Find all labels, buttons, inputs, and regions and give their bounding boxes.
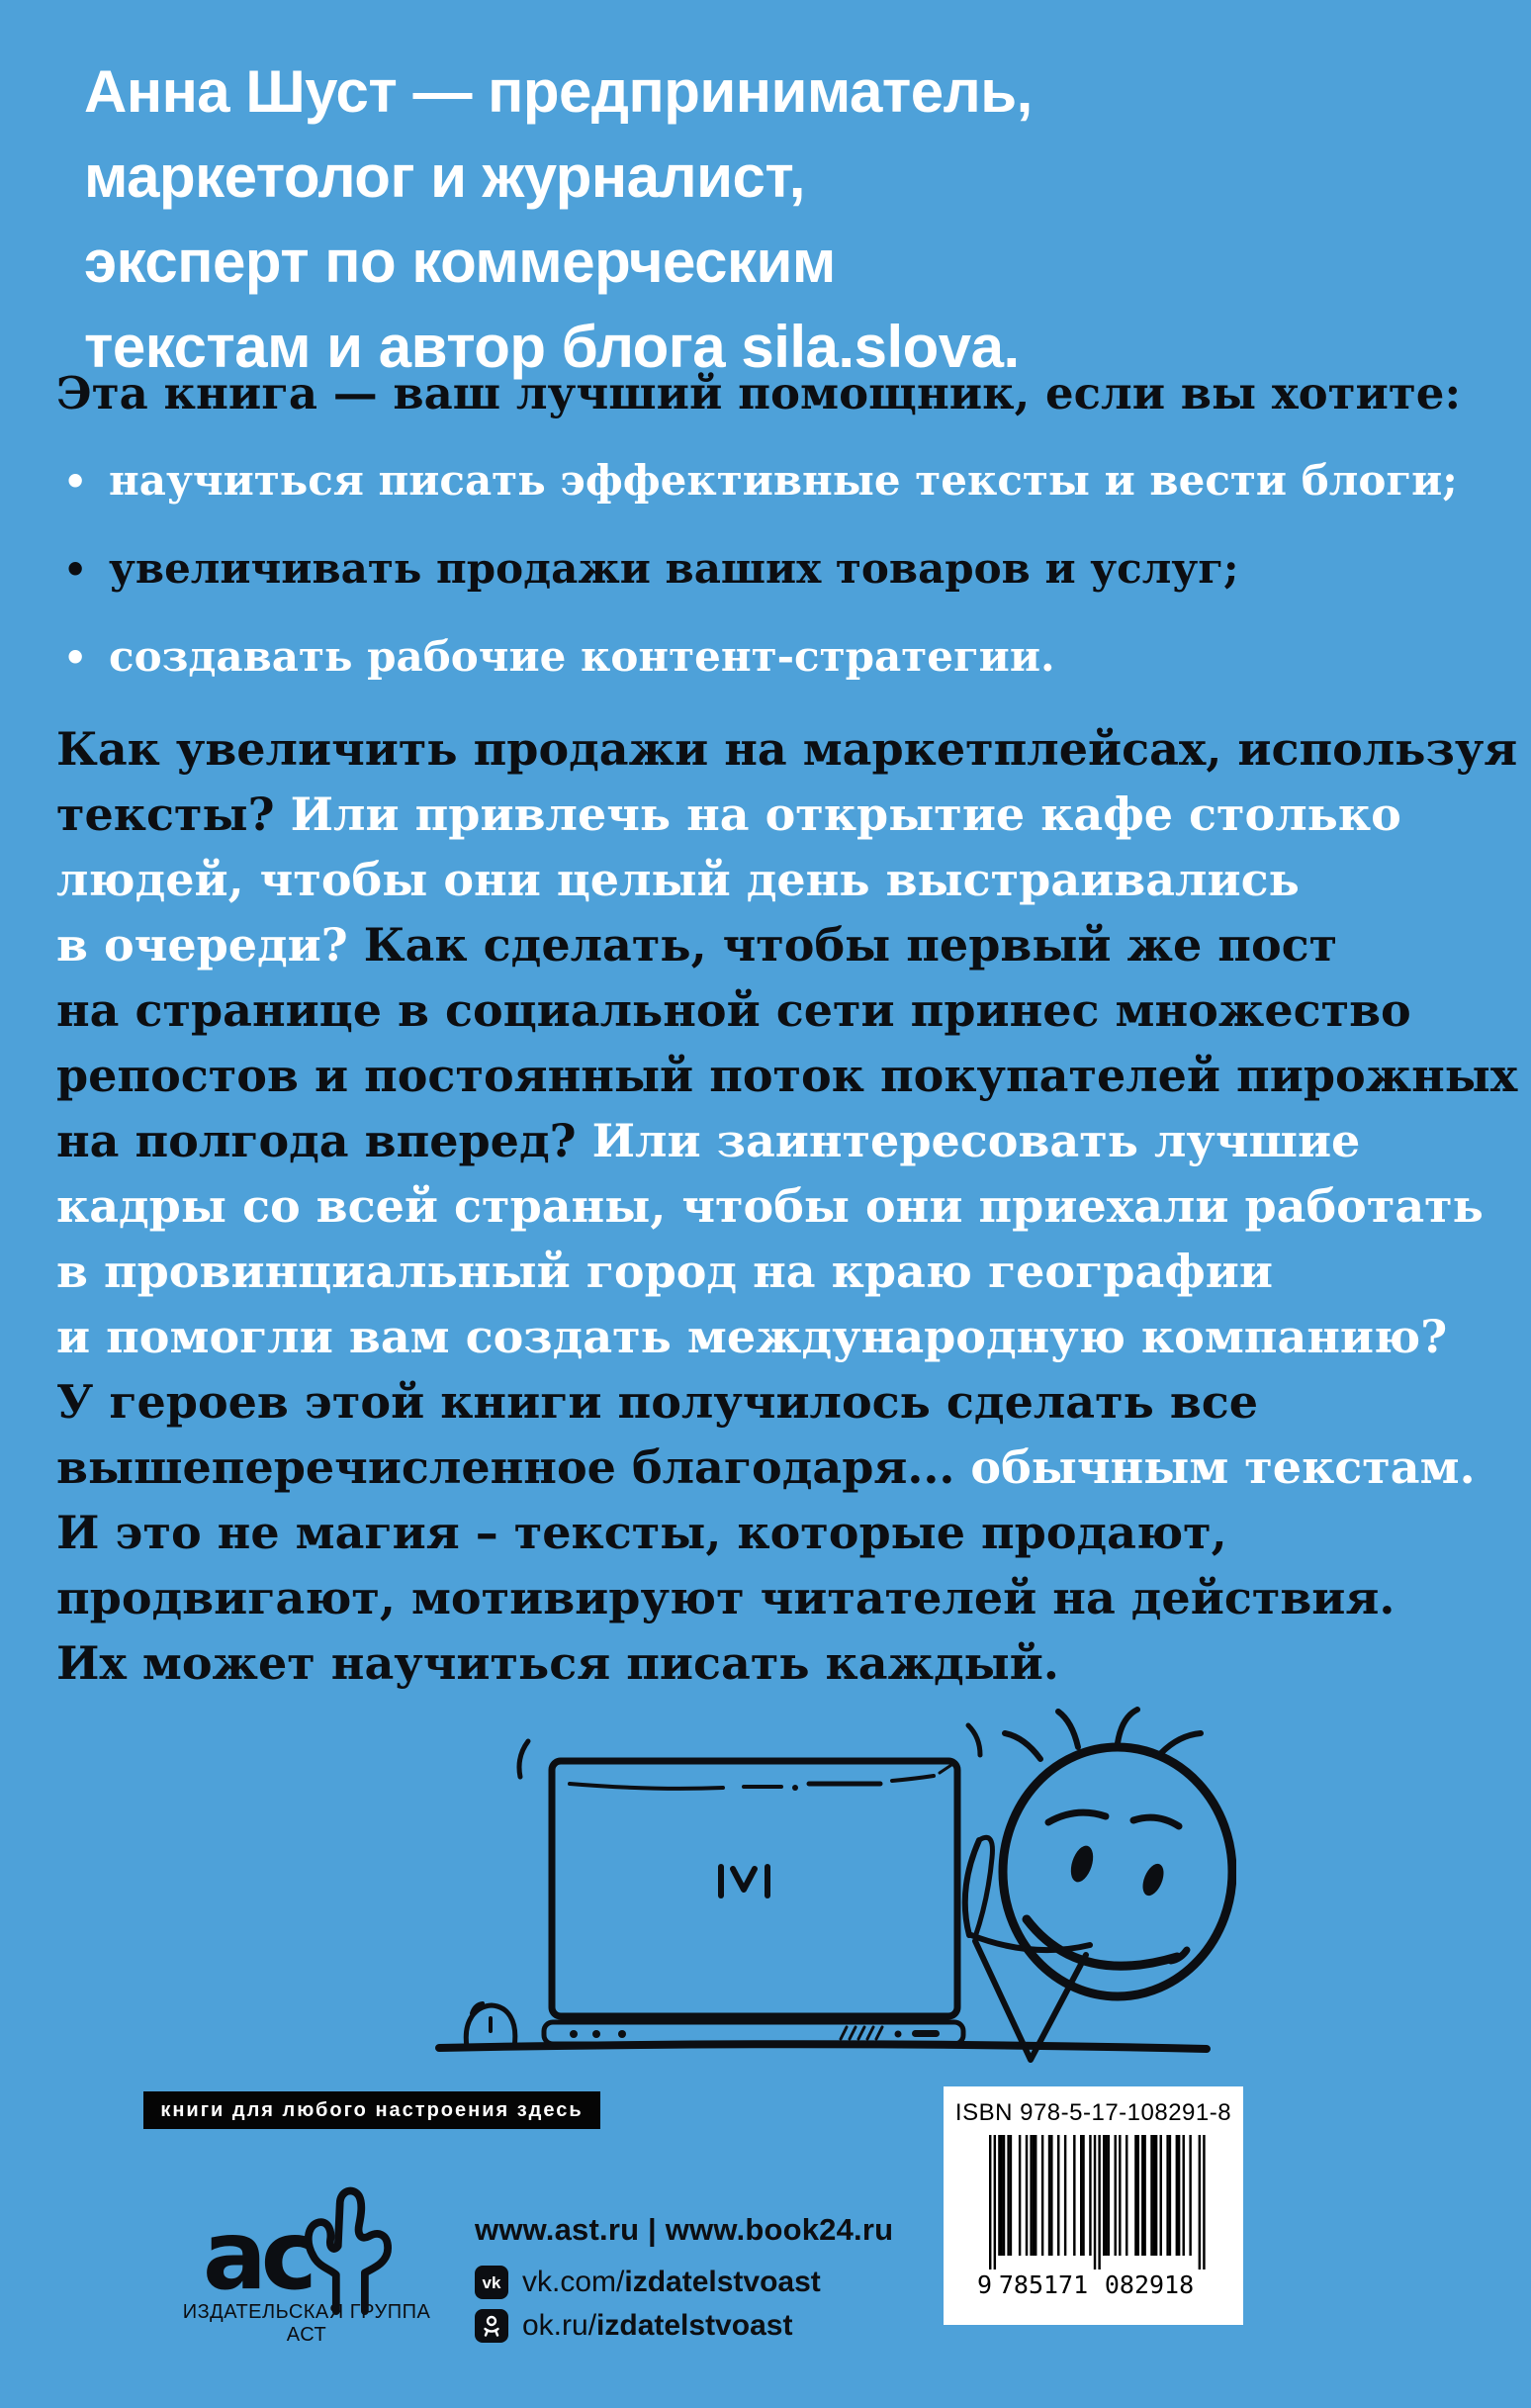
paragraph-line [56, 912, 1517, 977]
intro-line: маркетолог и журналист, [84, 143, 805, 210]
figure-head [1003, 1710, 1232, 1996]
paragraph-line [56, 1304, 1517, 1369]
ok-link: ok.ru/izdatelstvoast [522, 2309, 793, 2342]
ok-row [475, 2307, 893, 2345]
paragraph-run: кадры со всей страны, чтобы они приехали работать [56, 1179, 1484, 1233]
barcode [969, 2131, 1218, 2301]
websites-line: www.ast.ru | www.book24.ru [475, 2212, 894, 2247]
laptop-icon [544, 1761, 963, 2044]
ast-logo-text: ас [203, 2200, 312, 2311]
bullet-item [63, 457, 1458, 506]
barcode-digits: 082918 [1104, 2270, 1194, 2299]
motion-mark-left [519, 1741, 528, 1777]
intro-line: Анна Шуст — предприниматель, [84, 58, 1033, 125]
motion-mark-right [968, 1725, 980, 1755]
paragraph-run: на странице в социальной сети принес множество [56, 983, 1411, 1037]
laptop-person-illustration [425, 1682, 1236, 2097]
bullet-list [63, 457, 1458, 721]
bullet-marker: • [63, 459, 88, 504]
paragraph-run: Как увеличить продажи на маркетплейсах, используя [56, 722, 1518, 776]
vk-link: vk.com/izdatelstvoast [522, 2266, 821, 2298]
bullet-marker: • [63, 635, 88, 680]
ok-icon [475, 2309, 508, 2343]
paragraph-line [56, 1108, 1517, 1173]
ast-hand-icon [294, 2162, 398, 2315]
paragraph-run: И это не магия – тексты, которые продают, [56, 1506, 1227, 1559]
paragraph-run: на полгода вперед? [56, 1114, 592, 1167]
paragraph-line [56, 1173, 1517, 1239]
paragraph-run: продвигают, мотивируют читателей на действия. [56, 1571, 1396, 1624]
intro-line: эксперт по коммерческим [84, 229, 836, 295]
paragraph-run: Или заинтересовать лучшие [591, 1114, 1361, 1167]
paragraph-line [56, 1565, 1517, 1630]
vk-icon-letters: vk [482, 2272, 501, 2292]
bullet-item [63, 633, 1458, 682]
paragraph-line [56, 847, 1517, 912]
paragraph-run: в провинциальный город на краю географии [56, 1245, 1273, 1298]
main-paragraph [56, 716, 1517, 1696]
bullet-text: увеличивать продажи ваших товаров и услуг; [109, 544, 1239, 593]
paragraph-run: людей, чтобы они целый день выстраивались [56, 853, 1300, 906]
paragraph-line [56, 782, 1517, 847]
paragraph-line [56, 1500, 1517, 1565]
vk-icon [475, 2266, 508, 2299]
paragraph-run: обычным текстам. [970, 1440, 1476, 1494]
paragraph-line [56, 1435, 1517, 1500]
paragraph-line [56, 1369, 1517, 1435]
paragraph-run: вышеперечисленное благодаря... [56, 1440, 971, 1494]
slogan-banner: книги для любого настроения здесь [143, 2091, 600, 2129]
paragraph-run: Или привлечь на открытие кафе столько [290, 787, 1401, 841]
paragraph-line [56, 1239, 1517, 1304]
paragraph-run: Как сделать, чтобы первый же пост [363, 918, 1338, 972]
intro-line: текстам и автор блога sila.slova. [84, 314, 1020, 380]
paragraph-run: в очереди? [56, 918, 364, 972]
paragraph-run: и помогли вам создать международную компанию? [56, 1310, 1448, 1363]
author-intro [84, 49, 1033, 390]
bullet-marker: • [63, 547, 88, 592]
hook-heading: Эта книга — ваш лучший помощник, если вы хотите: [56, 367, 1462, 419]
paragraph-line [56, 1043, 1517, 1108]
barcode-digits: 9 [976, 2270, 992, 2299]
vk-row [475, 2264, 893, 2301]
paragraph-run: У героев этой книги получилось сделать все [56, 1375, 1259, 1429]
bullet-text: создавать рабочие контент-стратегии. [109, 632, 1055, 681]
bullet-item [63, 545, 1458, 594]
paragraph-line [56, 977, 1517, 1043]
paragraph-run: тексты? [56, 787, 291, 841]
isbn-label: ISBN 978-5-17-108291-8 [954, 2099, 1232, 2126]
paragraph-run: репостов и постоянный поток покупателей пирожных [56, 1049, 1518, 1102]
mouse-icon [466, 2003, 515, 2047]
links-block [475, 2212, 893, 2345]
isbn-block [944, 2086, 1243, 2325]
publisher-caption: ИЗДАТЕЛЬСКАЯ ГРУППА АСТ [182, 2301, 431, 2346]
paragraph-line [56, 716, 1517, 782]
paragraph-run: Их может научиться писать каждый. [56, 1636, 1059, 1690]
bullet-text: научиться писать эффективные тексты и вести блоги; [109, 456, 1458, 505]
barcode-digits: 785171 [998, 2270, 1088, 2299]
